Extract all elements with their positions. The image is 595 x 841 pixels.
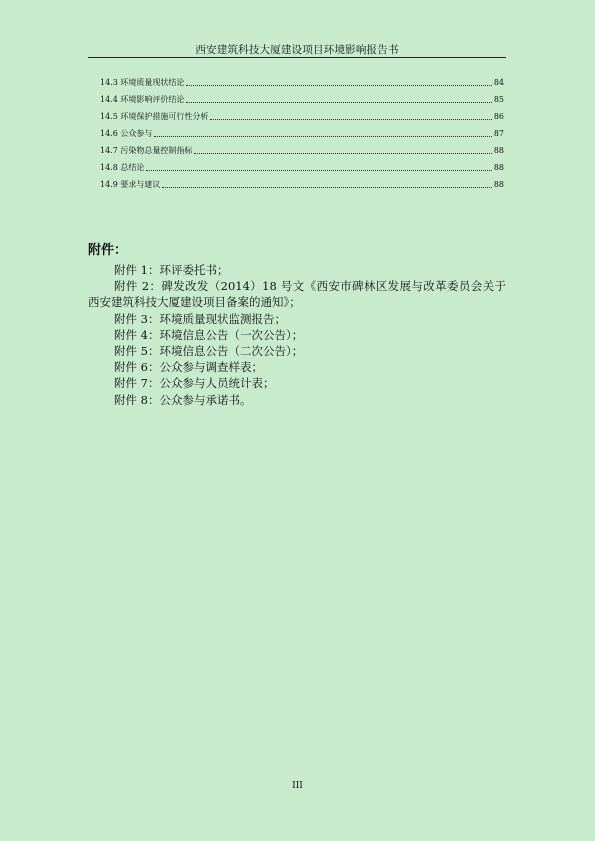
toc-entry[interactable] [100, 88, 504, 105]
toc-entry-title: 14.6 公众参与 [100, 129, 153, 138]
toc-leader-dots [186, 101, 491, 103]
appendix-item: 附件 3：环境质量现状监测报告； [114, 311, 286, 326]
toc-entry[interactable] [100, 173, 504, 190]
toc-entry-title: 14.3 环境质量现状结论 [100, 78, 185, 87]
toc-entry-title: 14.7 污染物总量控制指标 [100, 146, 193, 155]
appendix-item: 附件 8：公众参与承诺书。 [114, 392, 252, 407]
appendix-item: 附件 6：公众参与调查样表； [114, 360, 263, 375]
appendix-item: 附件 1：环评委托书； [114, 263, 229, 277]
toc-entry[interactable] [100, 156, 504, 173]
toc-leader-dots [162, 186, 491, 188]
document-header-title: 西安建筑科技大厦建设项目环境影响报告书 [195, 44, 399, 56]
toc-entry-page: 88 [493, 180, 504, 189]
toc-entry[interactable] [100, 105, 504, 122]
toc-entry-page: 85 [493, 95, 504, 104]
toc-entry-title: 14.5 环境保护措施可行性分析 [100, 112, 209, 121]
appendix-item: 附件 4：环境信息公告（一次公告）； [114, 327, 304, 342]
appendix-item: 附件 2：碑发改发（2014）18 号文《西安市碑林区发展与改革委员会关于西安建筑科技大厦建设项目备案的通知》； [88, 279, 506, 310]
toc-entry-page: 88 [493, 146, 504, 155]
table-of-contents [100, 71, 504, 190]
toc-entry-title: 14.4 环境影响评价结论 [100, 95, 185, 104]
header-divider [88, 57, 506, 58]
toc-entry-page: 88 [493, 163, 504, 172]
toc-entry-title: 14.9 要求与建议 [100, 180, 161, 189]
toc-entry-page: 86 [493, 112, 504, 121]
toc-entry[interactable] [100, 139, 504, 156]
toc-entry[interactable] [100, 122, 504, 139]
appendix-list [88, 262, 506, 408]
page-number: III [292, 781, 303, 791]
appendix-item: 附件 5：环境信息公告（二次公告）； [114, 344, 304, 359]
toc-leader-dots [194, 152, 491, 154]
toc-entry-title: 14.8 总结论 [100, 163, 145, 172]
appendix-item: 附件 7：公众参与人员统计表； [114, 376, 275, 391]
toc-leader-dots [146, 169, 491, 171]
toc-entry-page: 84 [493, 78, 504, 87]
toc-leader-dots [154, 135, 491, 137]
toc-entry-page: 87 [493, 129, 504, 138]
appendix-heading: 附件： [88, 243, 128, 258]
toc-entry[interactable] [100, 71, 504, 88]
toc-leader-dots [210, 118, 491, 120]
toc-leader-dots [186, 84, 491, 86]
